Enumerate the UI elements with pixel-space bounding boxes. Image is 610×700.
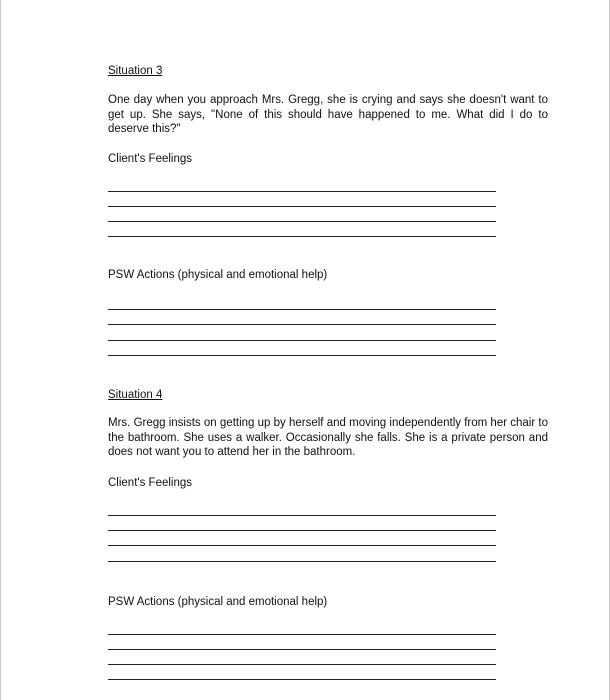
situation-3-feelings-label: Client's Feelings bbox=[108, 153, 193, 165]
situation-3-actions-label: PSW Actions (physical and emotional help) bbox=[108, 269, 328, 281]
situation-4-actions-line-3[interactable] bbox=[108, 664, 496, 665]
situation-3-heading: Situation 3 bbox=[108, 65, 163, 77]
situation-3-feelings-line-3[interactable] bbox=[108, 221, 496, 222]
situation-3-feelings-line-1[interactable] bbox=[108, 191, 496, 192]
situation-4-feelings-line-1[interactable] bbox=[108, 515, 496, 516]
situation-4-heading: Situation 4 bbox=[108, 389, 163, 401]
situation-4-feelings-line-3[interactable] bbox=[108, 545, 496, 546]
situation-3-actions-line-1[interactable] bbox=[108, 309, 496, 310]
situation-3-feelings-line-4[interactable] bbox=[108, 236, 496, 237]
situation-4-body: Mrs. Gregg insists on getting up by herself and moving independently from her chair to the bathroom. She uses a walker. Occasionally she falls. She is a private person and does not want you to attend her in the bathroom. bbox=[108, 417, 548, 458]
situation-3-body: One day when you approach Mrs. Gregg, she is crying and says she doesn't want to get up. She says, "None of this should have happened to me. What did I do to deserve this?" bbox=[108, 94, 548, 135]
situation-4-feelings-line-4[interactable] bbox=[108, 561, 496, 562]
situation-4-actions-line-2[interactable] bbox=[108, 649, 496, 650]
situation-4-actions-label: PSW Actions (physical and emotional help) bbox=[108, 596, 328, 608]
situation-3-actions-line-3[interactable] bbox=[108, 340, 496, 341]
situation-3-actions-line-2[interactable] bbox=[108, 324, 496, 325]
situation-4-feelings-line-2[interactable] bbox=[108, 530, 496, 531]
situation-4-actions-line-1[interactable] bbox=[108, 634, 496, 635]
situation-3-actions-line-4[interactable] bbox=[108, 355, 496, 356]
situation-4-feelings-label: Client's Feelings bbox=[108, 477, 193, 489]
situation-4-actions-line-4[interactable] bbox=[108, 679, 496, 680]
situation-3-feelings-line-2[interactable] bbox=[108, 206, 496, 207]
